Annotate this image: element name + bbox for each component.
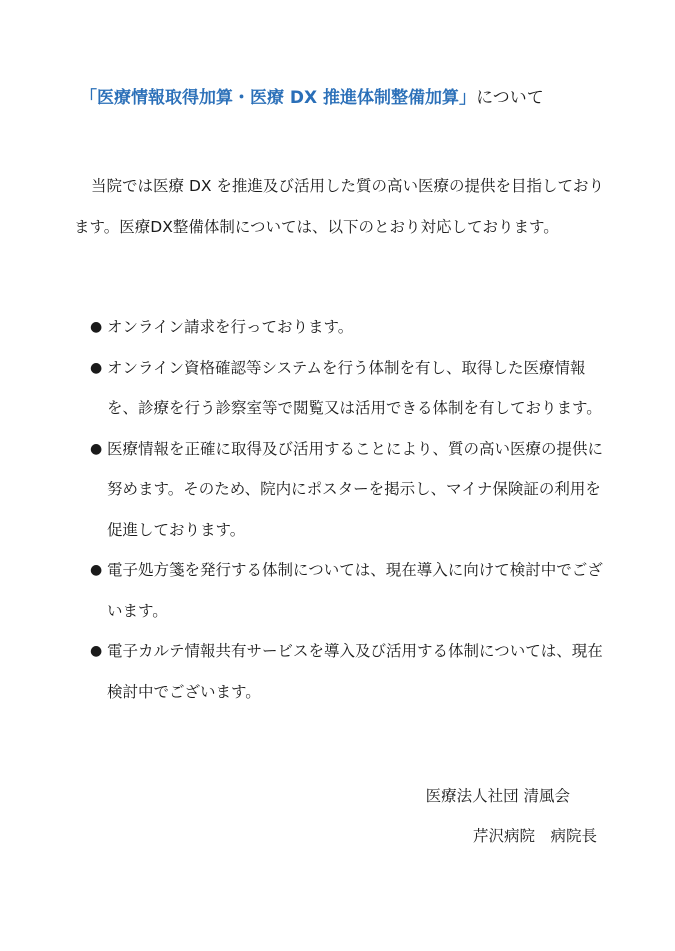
list-item: [90, 429, 610, 551]
bullet-dot: ●: [90, 643, 103, 659]
title-accent: 「医療情報取得加算・医療 DX 推進体制整備加算」: [80, 88, 477, 108]
bullet-list: [90, 307, 610, 712]
page-title: [80, 86, 640, 110]
list-item-text: 医療情報を正確に取得及び活用することにより、質の高い医療の提供に努めます。そのため、院内にポスターを掲示し、マイナ保険証の利用を促進しております。: [107, 439, 604, 539]
signature-organization: 医療法人社団 清風会: [425, 787, 570, 805]
list-item: [90, 550, 610, 631]
bullet-dot: ●: [90, 319, 103, 335]
signature-title: 芹沢病院 病院長: [472, 827, 597, 845]
title-suffix: について: [476, 88, 544, 108]
list-item-text: オンライン請求を行っております。: [107, 318, 354, 336]
intro-paragraph: 当院では医療 DX を推進及び活用した質の高い医療の提供を目指しております。医療DX整備体制については、以下のとおり対応しております。: [74, 177, 604, 236]
list-item: [90, 348, 610, 429]
list-item-text: オンライン資格確認等システムを行う体制を有し、取得した医療情報を、診療を行う診察室等で閲覧又は活用できる体制を有しております。: [107, 358, 602, 417]
bullet-dot: ●: [90, 359, 103, 376]
signature-block: [297, 776, 597, 856]
list-item-text: 電子処方箋を発行する体制については、現在導入に向けて検討中でございます。: [107, 561, 603, 620]
list-item: [90, 307, 610, 348]
bullet-dot: ●: [90, 562, 103, 578]
list-item-text: 電子カルテ情報共有サービスを導入及び活用する体制については、現在検討中でございます。: [107, 642, 603, 701]
bullet-dot: ●: [90, 440, 103, 457]
list-item: [90, 631, 610, 712]
